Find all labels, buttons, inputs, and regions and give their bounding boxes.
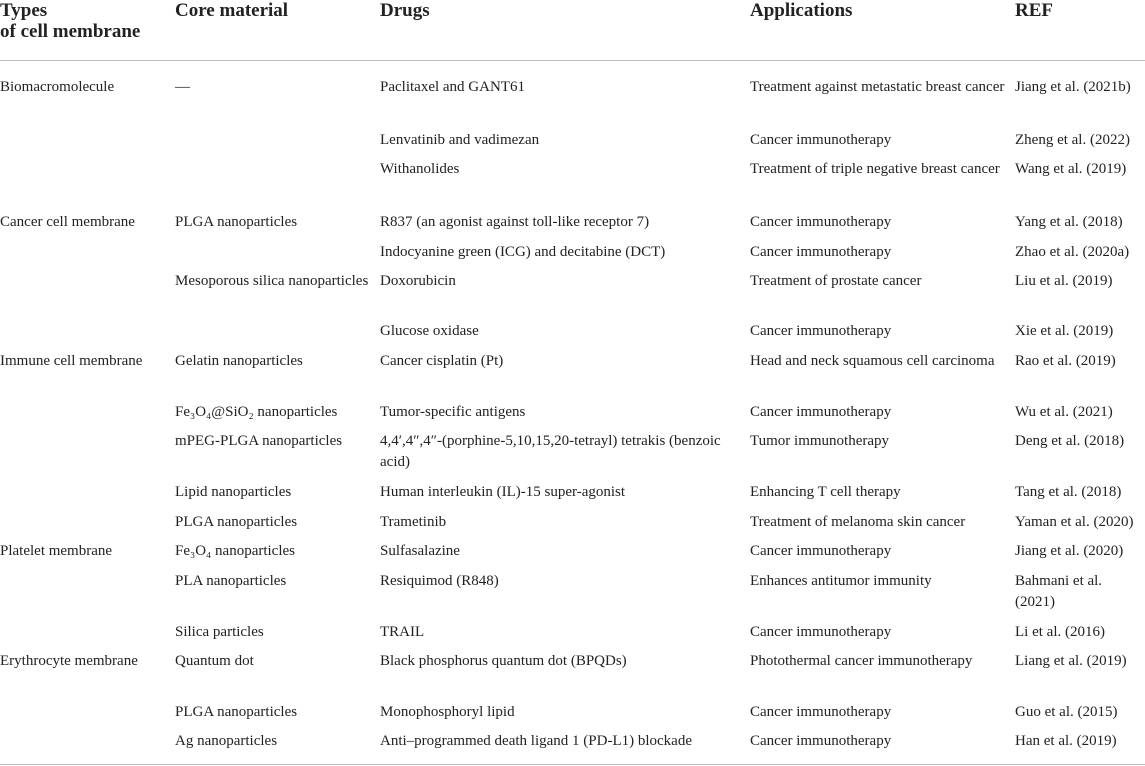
cell-drugs: Lenvatinib and vadimezan <box>380 132 540 148</box>
cell-ref: Zhao et al. (2020a) <box>1015 244 1130 260</box>
cell-application: Photothermal cancer immunotherapy <box>750 653 973 669</box>
cell-core-material: PLGA nanoparticles <box>175 514 298 530</box>
cell-application: Cancer immunotherapy <box>750 323 892 339</box>
cell-application: Enhancing T cell therapy <box>750 484 901 500</box>
cell-drugs: Glucose oxidase <box>380 323 479 339</box>
cell-type: Cancer cell membrane <box>0 214 135 230</box>
cell-ref: Bahmani et al. (2021) <box>1015 573 1103 610</box>
cell-drugs: Paclitaxel and GANT61 <box>380 79 525 95</box>
cell-ref: Zheng et al. (2022) <box>1015 132 1130 148</box>
header-types: Types of cell membrane <box>0 0 141 42</box>
cell-core-material: mPEG-PLGA nanoparticles <box>175 433 343 449</box>
cell-application: Treatment of triple negative breast cancer <box>750 161 1000 177</box>
cell-drugs: R837 (an agonist against toll-like receptor 7) <box>380 214 650 230</box>
cell-drugs: Resiquimod (R848) <box>380 573 499 589</box>
cell-drugs: Indocyanine green (ICG) and decitabine (DCT) <box>380 244 666 260</box>
cell-drugs: Withanolides <box>380 161 460 177</box>
cell-application: Cancer immunotherapy <box>750 624 892 640</box>
header-core-material: Core material <box>175 0 289 21</box>
cell-type: Biomacromolecule <box>0 79 115 95</box>
cell-application: Tumor immunotherapy <box>750 433 890 449</box>
cell-type: Immune cell membrane <box>0 353 143 369</box>
cell-application: Treatment of melanoma skin cancer <box>750 514 966 530</box>
cell-drugs: Human interleukin (IL)-15 super-agonist <box>380 484 626 500</box>
cell-core-material: Fe₃O₄ nanoparticles <box>175 543 296 559</box>
cell-ref: Deng et al. (2018) <box>1015 433 1125 449</box>
cell-application: Cancer immunotherapy <box>750 244 892 260</box>
cell-core-material: PLGA nanoparticles <box>175 214 298 230</box>
cell-application: Treatment against metastatic breast cancer <box>750 79 1005 95</box>
cell-ref: Rao et al. (2019) <box>1015 353 1116 369</box>
cell-application: Head and neck squamous cell carcinoma <box>750 353 995 369</box>
cell-application: Cancer immunotherapy <box>750 132 892 148</box>
cell-drugs: 4,4′,4″,4″-(porphine-5,10,15,20-tetrayl) tetrakis (benzoic acid) <box>380 433 721 470</box>
cell-application: Cancer immunotherapy <box>750 214 892 230</box>
cell-drugs: Tumor-specific antigens <box>380 404 526 420</box>
header-applications: Applications <box>750 0 853 21</box>
cell-core-material: — <box>175 79 190 95</box>
cell-core-material: PLA nanoparticles <box>175 573 287 589</box>
cell-ref: Yang et al. (2018) <box>1015 214 1123 230</box>
cell-drugs: Trametinib <box>380 514 447 530</box>
cell-drugs: TRAIL <box>380 624 425 640</box>
cell-ref: Han et al. (2019) <box>1015 733 1117 749</box>
cell-core-material: Lipid nanoparticles <box>175 484 292 500</box>
cell-drugs: Sulfasalazine <box>380 543 460 559</box>
table-header <box>0 0 1145 61</box>
cell-ref: Tang et al. (2018) <box>1015 484 1122 500</box>
cell-drugs: Cancer cisplatin (Pt) <box>380 353 504 369</box>
cell-core-material: Silica particles <box>175 624 264 640</box>
cell-core-material: Mesoporous silica nanoparticles <box>175 273 369 289</box>
cell-ref: Liu et al. (2019) <box>1015 273 1113 289</box>
cell-application: Enhances antitumor immunity <box>750 573 932 589</box>
header-drugs: Drugs <box>380 0 430 21</box>
cell-core-material: PLGA nanoparticles <box>175 704 298 720</box>
cell-core-material: Fe₃O₄@SiO₂ nanoparticles <box>175 404 338 420</box>
cell-ref: Yaman et al. (2020) <box>1015 514 1134 530</box>
cell-application: Cancer immunotherapy <box>750 733 892 749</box>
header-ref: REF <box>1015 0 1053 21</box>
cell-application: Cancer immunotherapy <box>750 704 892 720</box>
cell-ref: Wang et al. (2019) <box>1015 161 1127 177</box>
cell-ref: Jiang et al. (2020) <box>1015 543 1124 559</box>
cell-ref: Li et al. (2016) <box>1015 624 1105 640</box>
cell-type: Platelet membrane <box>0 543 113 559</box>
cell-ref: Guo et al. (2015) <box>1015 704 1118 720</box>
cell-core-material: Ag nanoparticles <box>175 733 278 749</box>
cell-application: Cancer immunotherapy <box>750 404 892 420</box>
cell-type: Erythrocyte membrane <box>0 653 138 669</box>
cell-ref: Liang et al. (2019) <box>1015 653 1127 669</box>
cell-core-material: Quantum dot <box>175 653 254 669</box>
cell-ref: Jiang et al. (2021b) <box>1015 79 1131 95</box>
cell-drugs: Black phosphorus quantum dot (BPQDs) <box>380 653 627 669</box>
cell-ref: Xie et al. (2019) <box>1015 323 1114 339</box>
cell-drugs: Monophosphoryl lipid <box>380 704 515 720</box>
table-bottom-rule <box>0 764 1145 765</box>
cell-drugs: Doxorubicin <box>380 273 456 289</box>
cell-drugs: Anti–programmed death ligand 1 (PD-L1) blockade <box>380 733 692 749</box>
cell-core-material: Gelatin nanoparticles <box>175 353 303 369</box>
cell-ref: Wu et al. (2021) <box>1015 404 1113 420</box>
cell-application: Treatment of prostate cancer <box>750 273 922 289</box>
cell-application: Cancer immunotherapy <box>750 543 892 559</box>
